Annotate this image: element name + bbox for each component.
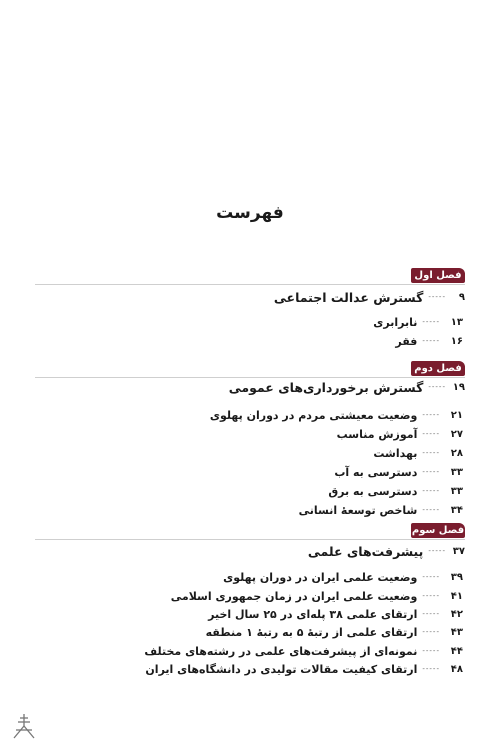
entry-title: شاخص توسعهٔ انسانی <box>298 503 418 517</box>
page-number: ۲۸ <box>450 447 463 459</box>
chapter-2-main-entry[interactable] <box>35 379 465 395</box>
page-number: ۴۱ <box>450 590 463 602</box>
leader-dots: ----- <box>422 487 440 495</box>
entry-title: دسترسی به برق <box>328 484 418 498</box>
entry-title: نمونه‌ای از پیشرفت‌های علمی در رشته‌های مختلف <box>144 644 418 658</box>
page-number: ۴۲ <box>450 608 463 620</box>
page-title: فهرست <box>216 203 284 223</box>
chapter-3-rule <box>35 539 465 540</box>
chapter-1-main-entry[interactable] <box>35 289 465 305</box>
chapter-1-rule <box>35 284 465 285</box>
entry-title: ارتقای کیفیت مقالات تولیدی در دانشگاه‌های ایران <box>145 662 418 676</box>
leader-dots: ----- <box>422 318 440 326</box>
page-number: ۳۷ <box>452 545 465 557</box>
leader-dots: ----- <box>422 610 440 618</box>
leader-dots: ----- <box>422 411 440 419</box>
page-number: ۳۹ <box>450 571 463 583</box>
leader-dots: ----- <box>428 293 446 301</box>
entry-title: پیشرفت‌های علمی <box>307 543 424 559</box>
leader-dots: ----- <box>428 383 446 391</box>
entry-title: گسترش عدالت اجتماعی <box>273 289 424 305</box>
entry-title: وضعیت علمی ایران در زمان جمهوری اسلامی <box>170 589 418 603</box>
entry-title: گسترش برخورداری‌های عمومی <box>228 379 424 395</box>
entry-title: ارتقای علمی ۳۸ پله‌ای در ۲۵ سال اخیر <box>208 607 418 621</box>
entry-title: وضعیت علمی ایران در دوران پهلوی <box>223 570 418 584</box>
toc-entry[interactable] <box>35 661 465 677</box>
toc-entry[interactable] <box>35 314 465 330</box>
entry-title: ارتقای علمی از رتبهٔ ۵ به رتبهٔ ۱ منطقه <box>205 625 418 639</box>
toc-entry[interactable] <box>35 407 465 423</box>
toc-entry[interactable] <box>35 502 465 518</box>
toc-entry[interactable] <box>35 445 465 461</box>
leader-dots: ----- <box>422 647 440 655</box>
leader-dots: ----- <box>422 665 440 673</box>
page-number: ۴۳ <box>450 626 463 638</box>
toc-entry[interactable] <box>35 569 465 585</box>
chapter-3-badge: فصل سوم <box>411 525 465 536</box>
page-number: ۲۱ <box>450 409 463 421</box>
page-number: ۴۴ <box>450 645 463 657</box>
chapter-1-badge: فصل اول <box>411 268 465 283</box>
toc-entry[interactable] <box>35 483 465 499</box>
chapter-2-badge: فصل دوم <box>411 361 465 376</box>
entry-title: وضعیت معیشتی مردم در دوران پهلوی <box>209 408 418 422</box>
leader-dots: ----- <box>428 547 446 555</box>
publisher-logo-icon <box>4 706 44 746</box>
entry-title: آموزش مناسب <box>336 427 418 441</box>
entry-title: فقر <box>395 334 418 348</box>
toc-entry[interactable] <box>35 464 465 480</box>
page-number: ۳۳ <box>450 485 463 497</box>
toc-entry[interactable] <box>35 426 465 442</box>
toc-entry[interactable] <box>35 643 465 659</box>
page-number: ۳۴ <box>450 504 463 516</box>
page-number: ۱۶ <box>450 335 463 347</box>
toc-entry[interactable] <box>35 606 465 622</box>
page-number: ۳۳ <box>450 466 463 478</box>
leader-dots: ----- <box>422 506 440 514</box>
leader-dots: ----- <box>422 430 440 438</box>
leader-dots: ----- <box>422 468 440 476</box>
leader-dots: ----- <box>422 573 440 581</box>
toc-entry[interactable] <box>35 588 465 604</box>
toc-entry[interactable] <box>35 333 465 349</box>
toc-entry[interactable] <box>35 624 465 640</box>
page-number: ۴۸ <box>450 663 463 675</box>
entry-title: بهداشت <box>373 446 418 460</box>
chapter-2-rule <box>35 377 465 378</box>
leader-dots: ----- <box>422 337 440 345</box>
entry-title: دسترسی به آب <box>334 465 418 479</box>
page-number: ۱۹ <box>452 381 465 393</box>
entry-title: نابرابری <box>373 315 418 329</box>
leader-dots: ----- <box>422 628 440 636</box>
page-number: ۹ <box>458 291 465 303</box>
page-number: ۲۷ <box>450 428 463 440</box>
chapter-3-main-entry[interactable] <box>35 543 465 559</box>
leader-dots: ----- <box>422 449 440 457</box>
page-number: ۱۳ <box>450 316 463 328</box>
leader-dots: ----- <box>422 592 440 600</box>
